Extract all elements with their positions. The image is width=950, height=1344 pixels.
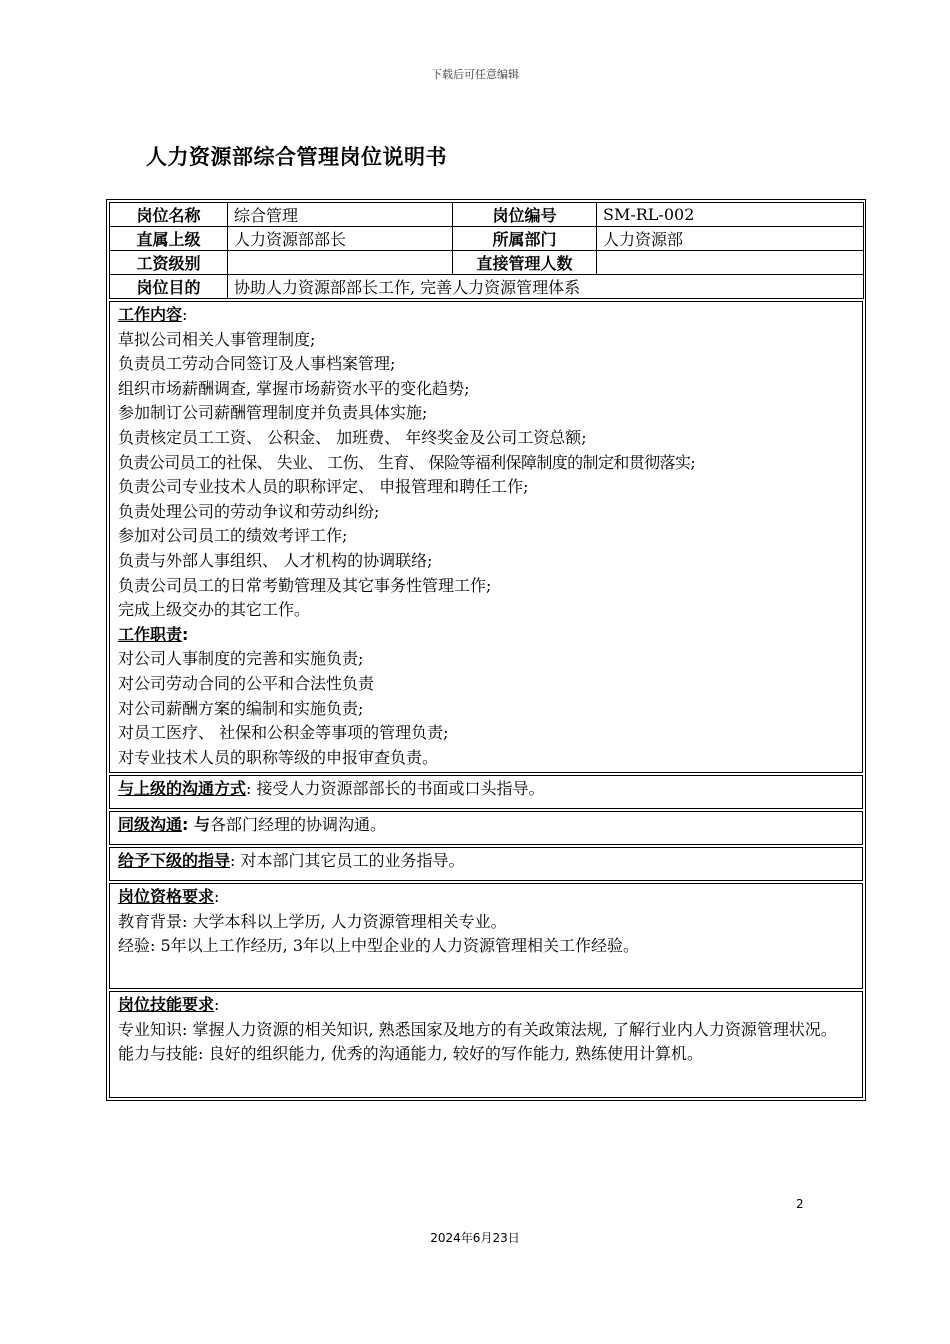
meta-row-salary <box>110 251 864 275</box>
work-duty-item: 对专业技术人员的职称等级的申报审查负责。 <box>118 747 439 767</box>
value-direct-reports <box>597 251 864 275</box>
superior-communication-section <box>109 775 863 809</box>
qualification-colon: : <box>214 887 220 906</box>
work-content-item: 组织市场薪酬调查, 掌握市场薪资水平的变化趋势; <box>118 378 470 398</box>
work-duty-colon: : <box>182 624 189 644</box>
qualification-heading: 岗位资格要求 <box>118 887 215 906</box>
work-duty-heading: 工作职责 <box>118 624 183 644</box>
work-section <box>109 301 863 773</box>
skills-heading: 岗位技能要求 <box>118 995 215 1014</box>
work-duty-item: 对员工医疗、 社保和公积金等事项的管理负责; <box>118 723 449 743</box>
subordinate-heading: 给予下级的指导 <box>118 851 231 870</box>
value-department: 人力资源部 <box>597 227 864 251</box>
peer-comm-bold: : 与 <box>182 815 210 834</box>
value-position-name: 综合管理 <box>228 203 453 227</box>
footer-date: 2024年6月23日 <box>430 1231 520 1245</box>
value-position-purpose: 协助人力资源部部长工作, 完善人力资源管理体系 <box>228 275 864 299</box>
meta-row-purpose <box>110 275 864 299</box>
meta-table <box>109 202 864 299</box>
work-content-item: 负责与外部人事组织、 人才机构的协调联络; <box>118 550 433 570</box>
value-salary-grade <box>228 251 453 275</box>
skills-colon: : <box>214 995 220 1014</box>
peer-communication-section <box>109 811 863 845</box>
subordinate-text: : 对本部门其它员工的业务指导。 <box>230 851 465 870</box>
qualification-item: 经验: 5年以上工作经历, 3年以上中型企业的人力资源管理相关工作经验。 <box>118 936 640 956</box>
skills-section <box>109 991 863 1098</box>
label-position-code: 岗位编号 <box>453 203 597 227</box>
work-content-item: 负责公司专业技术人员的职称评定、 申报管理和聘任工作; <box>118 477 529 497</box>
work-content-item: 参加制订公司薪酬管理制度并负责具体实施; <box>118 403 428 423</box>
value-position-code: SM-RL-002 <box>597 203 864 227</box>
work-content-heading: 工作内容 <box>118 305 183 324</box>
label-position-name: 岗位名称 <box>110 203 228 227</box>
work-content-colon: : <box>182 305 188 324</box>
qualification-item: 教育背景: 大学本科以上学历, 人力资源管理相关专业。 <box>118 911 507 931</box>
work-content-item: 参加对公司员工的绩效考评工作; <box>118 526 348 546</box>
work-content-item: 负责核定员工工资、 公积金、 加班费、 年终奖金及公司工资总额; <box>118 427 587 447</box>
superior-comm-heading: 与上级的沟通方式 <box>118 779 247 798</box>
work-duty-item: 对公司人事制度的完善和实施负责; <box>118 649 364 669</box>
header-note: 下载后可任意编辑 <box>431 68 519 81</box>
meta-row-name <box>110 203 864 227</box>
meta-row-superior <box>110 227 864 251</box>
work-content-item: 负责公司员工的日常考勤管理及其它事务性管理工作; <box>118 575 492 595</box>
work-content-item: 负责处理公司的劳动争议和劳动纠纷; <box>118 501 380 521</box>
value-direct-superior: 人力资源部部长 <box>228 227 453 251</box>
work-content-item: 负责员工劳动合同签订及人事档案管理; <box>118 354 396 374</box>
subordinate-guidance-section <box>109 847 863 881</box>
qualification-section <box>109 883 863 989</box>
label-salary-grade: 工资级别 <box>110 251 228 275</box>
work-content-item: 负责公司员工的社保、 失业、 工伤、 生育、 保险等福利保障制度的制定和贯彻落实; <box>118 452 696 472</box>
label-direct-reports: 直接管理人数 <box>453 251 597 275</box>
skills-item: 专业知识: 掌握人力资源的相关知识, 熟悉国家及地方的有关政策法规, 了解行业内人力资源管理状况。 <box>118 1019 837 1039</box>
work-content-item: 草拟公司相关人事管理制度; <box>118 329 316 349</box>
page-number: 2 <box>796 1197 804 1211</box>
work-content-item: 完成上级交办的其它工作。 <box>118 600 311 620</box>
peer-comm-text: 各部门经理的协调沟通。 <box>210 815 387 834</box>
label-direct-superior: 直属上级 <box>110 227 228 251</box>
skills-item: 能力与技能: 良好的组织能力, 优秀的沟通能力, 较好的写作能力, 熟练使用计算机。 <box>118 1044 703 1064</box>
page-title: 人力资源部综合管理岗位说明书 <box>146 145 447 169</box>
peer-comm-heading: 同级沟通 <box>118 815 183 834</box>
job-description-form <box>106 199 866 1101</box>
work-duty-item: 对公司劳动合同的公平和合法性负责 <box>118 673 375 693</box>
work-duty-item: 对公司薪酬方案的编制和实施负责; <box>118 698 364 718</box>
label-position-purpose: 岗位目的 <box>110 275 228 299</box>
label-department: 所属部门 <box>453 227 597 251</box>
superior-comm-text: : 接受人力资源部部长的书面或口头指导。 <box>246 779 545 798</box>
